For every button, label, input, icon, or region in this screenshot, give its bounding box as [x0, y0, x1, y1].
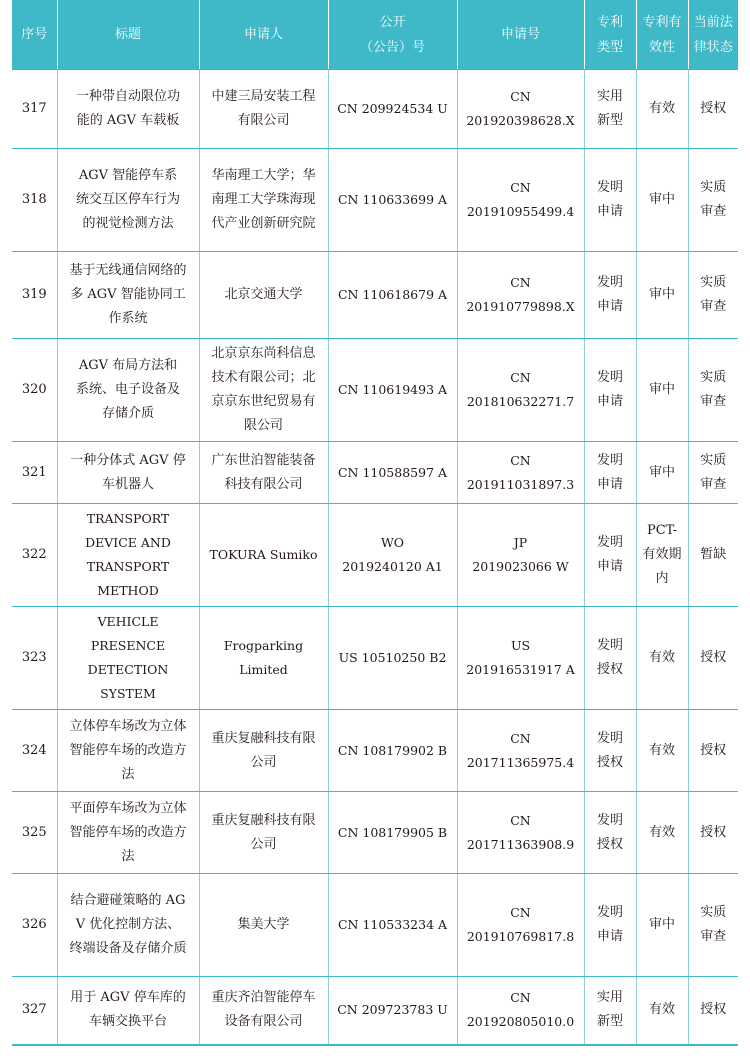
table-row: [12, 607, 738, 710]
cell-title: 结合避碰策略的 AGV 优化控制方法、终端设备及存储介质: [57, 874, 199, 977]
cell-validity: 有效: [636, 710, 688, 792]
cell-title: AGV 智能停车系统交互区停车行为的视觉检测方法: [57, 149, 199, 252]
cell-no: 324: [12, 710, 57, 792]
cell-publication-no: CN 110533234 A: [328, 874, 457, 977]
cell-no: 318: [12, 149, 57, 252]
table-row: [12, 339, 738, 442]
cell-validity: 审中: [636, 149, 688, 252]
cell-application-no: [457, 710, 584, 792]
cell-patent-type: 发明授权: [584, 792, 636, 874]
cell-patent-type: 发明授权: [584, 710, 636, 792]
cell-publication-no: CN 110633699 A: [328, 149, 457, 252]
application-no-number: 201810632271.7: [466, 394, 575, 409]
header-application-no: 申请号: [457, 0, 584, 70]
cell-legal-status: 授权: [688, 607, 738, 710]
cell-patent-type: 发明申请: [584, 874, 636, 977]
table-row: [12, 977, 738, 1045]
cell-legal-status: 授权: [688, 792, 738, 874]
table-row: [12, 70, 738, 149]
application-no-number: 201911031897.3: [466, 476, 575, 492]
table-row: [12, 442, 738, 504]
cell-title: 立体停车场改为立体智能停车场的改造方法: [57, 710, 199, 792]
cell-applicant: TOKURA Sumiko: [199, 504, 328, 607]
cell-publication-no: CN 110618679 A: [328, 252, 457, 339]
header-validity-line1: 专利有: [642, 14, 682, 30]
table-row: [12, 149, 738, 252]
cell-publication-no: CN 209924534 U: [328, 70, 457, 149]
cell-application-no: [457, 874, 584, 977]
cell-no: 323: [12, 607, 57, 710]
application-no-number: 201910955499.4: [466, 204, 575, 219]
cell-legal-status: 实质审查: [688, 252, 738, 339]
cell-legal-status: 授权: [688, 710, 738, 792]
cell-publication-no: CN 110619493 A: [328, 339, 457, 442]
cell-publication-no: WO 2019240120 A1: [328, 504, 457, 607]
cell-publication-no: CN 110588597 A: [328, 442, 457, 504]
cell-no: 325: [12, 792, 57, 874]
header-applicant: 申请人: [199, 0, 328, 70]
application-no-office: CN: [510, 180, 531, 195]
table-row: [12, 252, 738, 339]
application-no-number: 201711363908.9: [466, 836, 575, 852]
cell-validity: 审中: [636, 252, 688, 339]
cell-application-no: [457, 607, 584, 710]
cell-publication-no: CN 209723783 U: [328, 977, 457, 1045]
cell-title: AGV 布局方法和系统、电子设备及存储介质: [57, 339, 199, 442]
cell-title: 用于 AGV 停车库的车辆交换平台: [57, 977, 199, 1045]
cell-validity: 有效: [636, 792, 688, 874]
table-row: [12, 792, 738, 874]
application-no-office: JP: [513, 535, 528, 550]
cell-publication-no: CN 108179905 B: [328, 792, 457, 874]
application-no-number: 201910769817.8: [466, 929, 575, 944]
cell-patent-type: 实用新型: [584, 70, 636, 149]
application-no-office: CN: [510, 812, 531, 828]
header-legal-status: [688, 0, 738, 70]
cell-validity: 有效: [636, 977, 688, 1045]
cell-applicant: 广东世泊智能装备科技有限公司: [199, 442, 328, 504]
cell-no: 322: [12, 504, 57, 607]
header-legal-status-line1: 当前法: [693, 14, 733, 30]
cell-title: 基于无线通信网络的多 AGV 智能协同工作系统: [57, 252, 199, 339]
cell-no: 326: [12, 874, 57, 977]
cell-application-no: [457, 252, 584, 339]
application-no-office: CN: [510, 905, 531, 920]
table-header: [12, 0, 738, 70]
header-row: [12, 0, 738, 70]
cell-patent-type: 实用新型: [584, 977, 636, 1045]
header-patent-type: [584, 0, 636, 70]
application-no-number: 201916531917 A: [466, 662, 575, 677]
cell-patent-type: 发明申请: [584, 339, 636, 442]
application-no-office: CN: [510, 990, 531, 1006]
application-no-office: CN: [510, 370, 531, 385]
cell-patent-type: 发明申请: [584, 149, 636, 252]
cell-applicant: Frogparking Limited: [199, 607, 328, 710]
application-no-number: 201711365975.4: [466, 754, 575, 770]
cell-application-no: [457, 504, 584, 607]
cell-validity: 审中: [636, 442, 688, 504]
cell-applicant: 集美大学: [199, 874, 328, 977]
cell-legal-status: 实质审查: [688, 339, 738, 442]
header-publication-no-line1: 公开: [379, 14, 406, 30]
cell-applicant: 重庆复融科技有限公司: [199, 710, 328, 792]
cell-validity: 审中: [636, 874, 688, 977]
header-patent-type-line1: 专利: [596, 14, 623, 30]
cell-applicant: 北京京东尚科信息技术有限公司；北京京东世纪贸易有限公司: [199, 339, 328, 442]
application-no-office: CN: [510, 89, 531, 104]
cell-application-no: [457, 339, 584, 442]
patent-table: [12, 0, 738, 1046]
cell-legal-status: 授权: [688, 977, 738, 1045]
application-no-office: US: [510, 638, 531, 653]
cell-application-no: [457, 149, 584, 252]
header-publication-no-line2: （公告）号: [359, 39, 425, 55]
cell-applicant: 北京交通大学: [199, 252, 328, 339]
cell-no: 317: [12, 70, 57, 149]
header-no: 序号: [12, 0, 57, 70]
cell-no: 320: [12, 339, 57, 442]
cell-publication-no: CN 108179902 B: [328, 710, 457, 792]
cell-no: 327: [12, 977, 57, 1045]
cell-patent-type: 发明申请: [584, 442, 636, 504]
header-validity: [636, 0, 688, 70]
cell-legal-status: 实质审查: [688, 442, 738, 504]
application-no-number: 201920805010.0: [466, 1014, 575, 1030]
table-body: [12, 70, 738, 1045]
application-no-office: CN: [510, 452, 531, 468]
header-publication-no: [328, 0, 457, 70]
header-patent-type-line2: 类型: [596, 39, 623, 55]
cell-application-no: [457, 70, 584, 149]
header-title: 标题: [57, 0, 199, 70]
cell-applicant: 重庆复融科技有限公司: [199, 792, 328, 874]
cell-legal-status: 授权: [688, 70, 738, 149]
cell-application-no: [457, 977, 584, 1045]
header-validity-line2: 效性: [648, 39, 675, 55]
cell-no: 321: [12, 442, 57, 504]
cell-title: 一种带自动限位功能的 AGV 车载板: [57, 70, 199, 149]
cell-application-no: [457, 442, 584, 504]
cell-legal-status: 实质审查: [688, 874, 738, 977]
header-legal-status-line2: 律状态: [693, 39, 733, 55]
cell-patent-type: 发明申请: [584, 504, 636, 607]
cell-title: VEHICLE PRESENCE DETECTION SYSTEM: [57, 607, 199, 710]
application-no-number: 2019023066 W: [472, 559, 569, 574]
application-no-office: CN: [510, 275, 531, 290]
cell-application-no: [457, 792, 584, 874]
cell-applicant: 华南理工大学；华南理工大学珠海现代产业创新研究院: [199, 149, 328, 252]
table-row: [12, 504, 738, 607]
cell-legal-status: 暂缺: [688, 504, 738, 607]
cell-legal-status: 实质审查: [688, 149, 738, 252]
cell-patent-type: 发明授权: [584, 607, 636, 710]
cell-title: 一种分体式 AGV 停车机器人: [57, 442, 199, 504]
cell-validity: PCT-有效期内: [636, 504, 688, 607]
cell-validity: 有效: [636, 607, 688, 710]
application-no-office: CN: [510, 730, 531, 746]
cell-validity: 有效: [636, 70, 688, 149]
cell-applicant: 重庆齐泊智能停车设备有限公司: [199, 977, 328, 1045]
cell-patent-type: 发明申请: [584, 252, 636, 339]
cell-no: 319: [12, 252, 57, 339]
cell-publication-no: US 10510250 B2: [328, 607, 457, 710]
application-no-number: 201920398628.X: [466, 113, 575, 128]
cell-applicant: 中建三局安装工程有限公司: [199, 70, 328, 149]
cell-title: 平面停车场改为立体智能停车场的改造方法: [57, 792, 199, 874]
application-no-number: 201910779898.X: [466, 299, 575, 314]
table-row: [12, 874, 738, 977]
table-row: [12, 710, 738, 792]
cell-validity: 审中: [636, 339, 688, 442]
cell-title: TRANSPORT DEVICE AND TRANSPORT METHOD: [57, 504, 199, 607]
